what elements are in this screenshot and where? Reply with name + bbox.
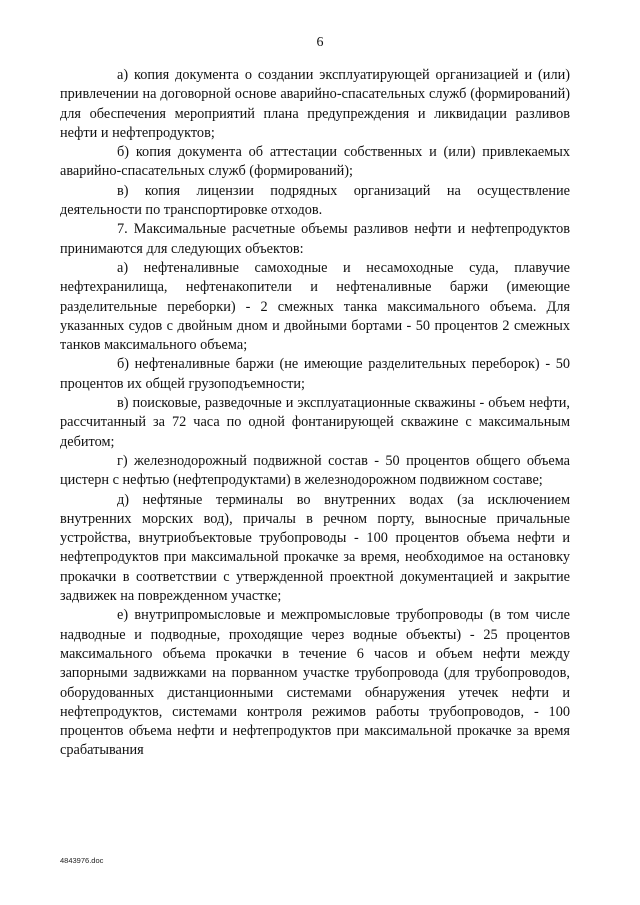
document-body	[60, 66, 570, 761]
paragraph-v-copy-license: в) копия лицензии подрядных организаций на осуществление деятельности по транспортировке отходов.	[60, 182, 570, 219]
paragraph-a-copy-organization: а) копия документа о создании эксплуатирующей организацией и (или) привлечении на договорной основе аварийно-спасательных служб (формирований) для обеспечения мероприятий плана предупреждения и ликвидации разливов нефти и нефтепродуктов;	[60, 67, 570, 141]
paragraph-g-railway: г) железнодорожный подвижной состав - 50 процентов общего объема цистерн с нефтью (нефтепродуктами) в железнодорожном подвижном составе;	[60, 452, 570, 489]
paragraph-b-copy-attestation: б) копия документа об аттестации собственных и (или) привлекаемых аварийно-спасательных служб (формирований);	[60, 144, 570, 180]
paragraph-b-barges: б) нефтеналивные баржи (не имеющие разделительных переборок) - 50 процентов их общей грузоподъемности;	[60, 356, 570, 392]
paragraph-a-tanker-vessels: а) нефтеналивные самоходные и несамоходные суда, плавучие нефтехранилища, нефтенакопители и нефтеналивные баржи (имеющие разделительные переборки) - 2 смежных танка максимального объема. Для указанных судов с двойным дном и двойными бортами - 50 процентов 2 смежных танков максимального объема;	[60, 259, 570, 354]
footer-file-name: 4843976.doc	[60, 856, 104, 865]
paragraph-item-7: 7. Максимальные расчетные объемы разливов нефти и нефтепродуктов принимаются для следующих объектов:	[60, 221, 570, 257]
paragraph-v-wells: в) поисковые, разведочные и эксплуатационные скважины - объем нефти, рассчитанный за 72 часа по одной фонтанирующей скважине с максимальным дебитом;	[60, 395, 570, 450]
page-number: 6	[316, 35, 324, 50]
paragraph-e-pipelines: е) внутрипромысловые и межпромысловые трубопроводы (в том числе надводные и подводные, проходящие через водные объекты) - 25 процентов максимального объема прокачки в течение 6 часов и объем нефти между запорными задвижками на порванном участке трубопровода (для трубопроводов, оборудованных дистанционными системами обнаружения утечек нефти и нефтепродуктов, системами контроля режимов работы трубопроводов, - 100 процентов объема нефти и нефтепродуктов при максимальной прокачке за время срабатывания	[60, 607, 570, 759]
paragraph-d-terminals: д) нефтяные терминалы во внутренних водах (за исключением внутренних морских вод), причалы в речном порту, выносные причальные устройства, внутриобъектовые трубопроводы - 100 процентов объема нефти и нефтепродуктов при максимальной прокачке за время, необходимое на остановку прокачки в соответствии с утвержденной проектной документацией и закрытие задвижек на поврежденном участке;	[60, 491, 570, 605]
